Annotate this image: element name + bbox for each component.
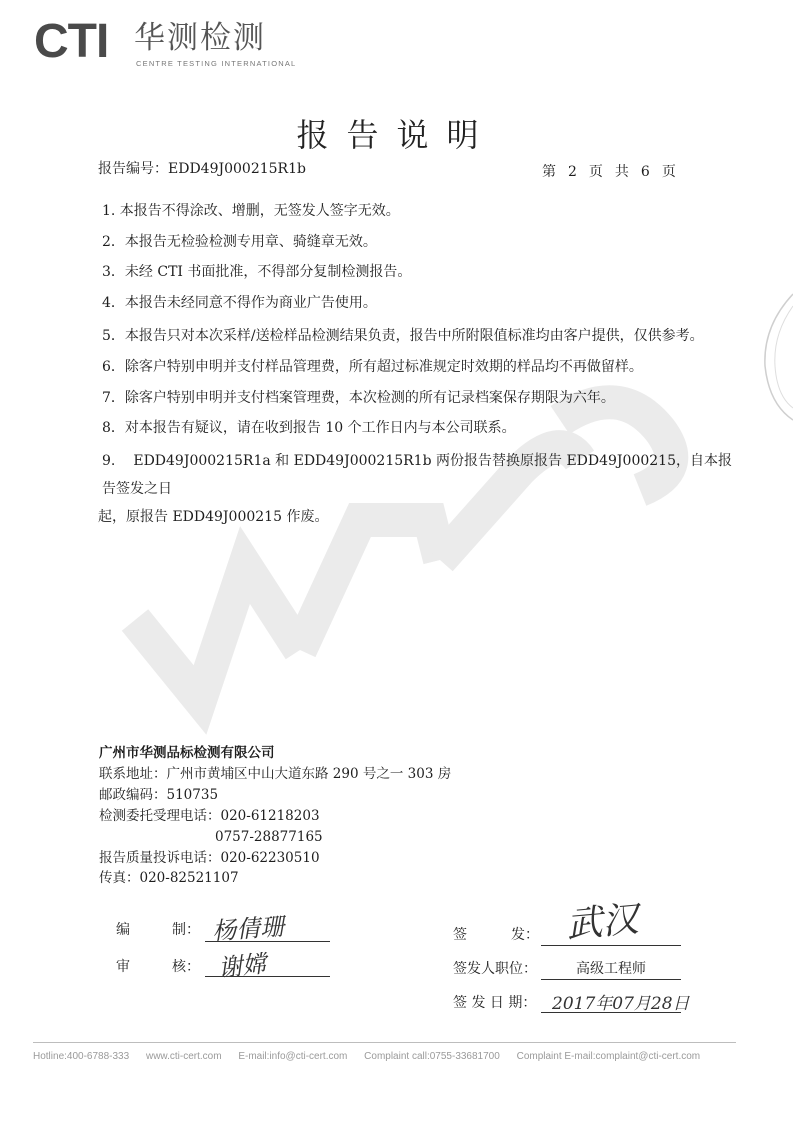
footer-contacts [33,1051,714,1062]
issuer-label-b: 发： [511,927,539,943]
page-indicator: 第 2 页 共 6 页 [542,164,676,180]
note-item: 5．本报告只对本次采样/送检样品检测结果负责，报告中所附限值标准均由客户提供，仅供参考。 [102,328,704,344]
company-fax: 传真：020-82521107 [99,870,239,886]
footer-website: www.cti-cert.com [145,1051,222,1062]
issuer-position: 高级工程师 [576,961,646,977]
note-item: 7．除客户特别申明并支付档案管理费，本次检测的所有记录档案保存期限为六年。 [102,390,615,406]
note-item: 4．本报告未经同意不得作为商业广告使用。 [102,295,377,311]
issue-date-label: 签 发 日 期： [453,995,537,1011]
compiler-label-b: 制： [172,922,200,938]
note-item: 8．对本报告有疑议，请在收到报告 10 个工作日内与本公司联系。 [102,420,516,436]
issuer-signature: 武汉 [564,898,640,947]
company-address: 联系地址：广州市黄埔区中山大道东路 290 号之一 303 房 [99,766,452,782]
note-item: 6．除客户特别申明并支付样品管理费，所有超过标准规定时效期的样品均不再做留样。 [102,359,643,375]
page-title: 报告说明 [296,116,497,154]
compiler-label-a: 编 [116,922,130,938]
issuer-label-a: 签 [453,927,467,943]
compiler-signature-line [205,941,330,942]
current-page: 2 [568,164,577,180]
footer-email: E-mail:info@cti-cert.com [238,1051,348,1062]
note-item-9: 9. EDD49J000215R1a 和 EDD49J000215R1b 两份报告替换原报告 EDD49J000215，自本报告签发之日 起，原报告 EDD49J000215 作废。 [98,453,732,525]
footer-hotline: Hotline:400-6788-333 [33,1051,130,1062]
logo-chinese-name: 华测检测 [134,20,266,56]
cti-logo: CTI [34,15,109,68]
note-item: 2．本报告无检验检测专用章、骑缝章无效。 [102,234,377,250]
footer-complaint-call: Complaint call:0755-33681700 [364,1051,500,1062]
issuer-position-line [541,979,681,980]
total-pages: 6 [640,164,650,180]
reviewer-label-a: 审 [116,959,130,975]
issue-date: 2017年07月28日 [552,994,690,1014]
logo-english-name: CENTRE TESTING INTERNATIONAL [136,59,297,68]
issuer-position-label: 签发人职位： [453,961,537,977]
complaint-phone: 报告质量投诉电话：020-62230510 [99,850,320,866]
reviewer-signature: 谢嫦 [216,949,268,983]
reviewer-signature-line [205,976,330,977]
compiler-signature: 杨倩珊 [211,912,286,946]
company-name: 广州市华测品标检测有限公司 [99,745,275,761]
note-item: 3．未经 CTI 书面批准，不得部分复制检测报告。 [102,264,412,280]
reviewer-label-b: 核： [172,959,200,975]
footer-complaint-email: Complaint E-mail:complaint@cti-cert.com [516,1051,701,1062]
company-postcode: 邮政编码：510735 [99,787,219,803]
issue-date-line [541,1012,681,1013]
service-phone-2: 0757-28877165 [215,829,323,845]
report-number: 报告编号：EDD49J000215R1b [98,161,306,177]
footer-divider [33,1042,736,1043]
service-phone: 检测委托受理电话：020-61218203 [99,808,320,824]
seal-stamp-fragment [759,286,793,426]
issuer-signature-line [541,945,681,946]
note-item: 1. 本报告不得涂改、增删，无签发人签字无效。 [102,203,400,219]
